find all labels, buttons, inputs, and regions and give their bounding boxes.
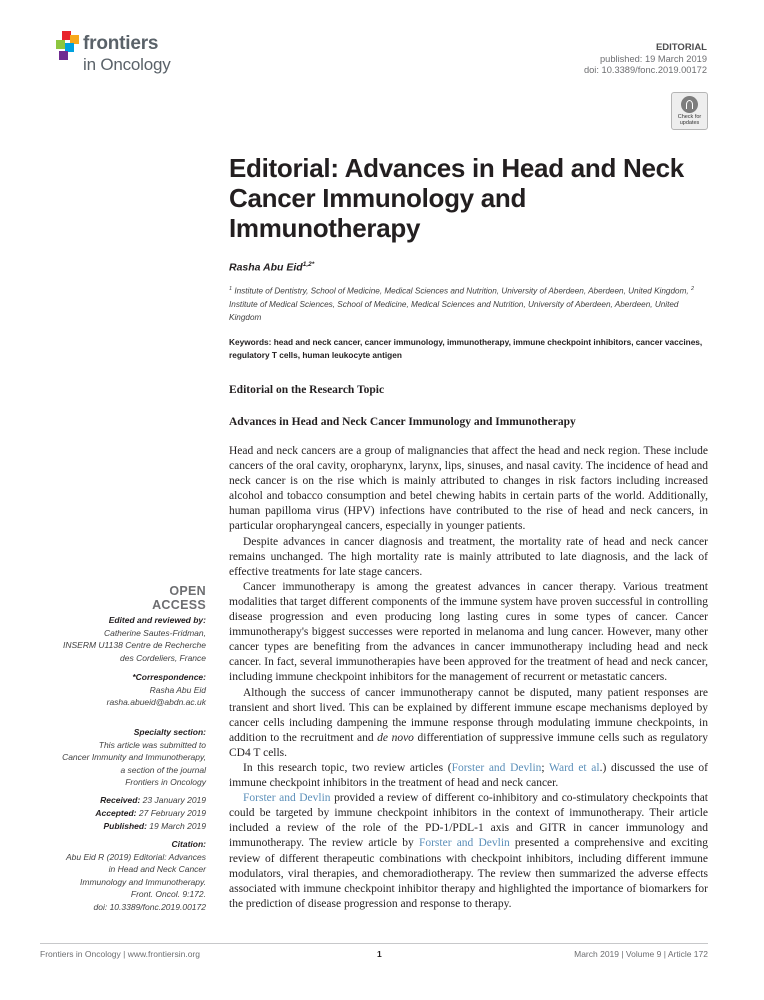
paragraph-4	[229, 686, 708, 761]
frontiers-logo-icon	[56, 31, 80, 61]
specialty-line-4: Frontiers in Oncology	[125, 777, 206, 787]
specialty-line-1: This article was submitted to	[98, 739, 206, 750]
citation-line-3: Immunology and Immunotherapy.	[80, 876, 206, 887]
footer-issue-info: March 2019 | Volume 9 | Article 172	[574, 949, 708, 959]
published-label: Published:	[103, 821, 147, 831]
received-label: Received:	[100, 795, 141, 805]
affiliations	[229, 283, 709, 324]
article-body	[229, 444, 708, 912]
specialty-section	[40, 726, 206, 789]
footer-journal-link[interactable]: Frontiers in Oncology | www.frontiersin.org	[40, 949, 200, 959]
citation-link[interactable]: Forster and Devlin	[418, 837, 510, 850]
published-row	[40, 820, 206, 833]
specialty-line-2: Cancer Immunity and Immunotherapy,	[62, 752, 206, 762]
open-access-label: OPEN ACCESS	[152, 584, 206, 612]
editor-affil-2: des Cordeliers, France	[120, 652, 206, 663]
logo-journal-text: in Oncology	[83, 55, 171, 74]
keywords-label: Keywords:	[229, 337, 272, 347]
author-superscript: 1,2*	[302, 261, 315, 268]
paragraph-1: Head and neck cancers are a group of malignancies that affect the head and neck region. These include cancers of the oral cavity, oropharynx, larynx, lips, sinuses, and nasal cavity. The incidence of head and neck cancer is on the rise which is mainly attributed to changes in risk factors including increased alcohol and tobacco consumption and betel chewing habits in certain parts of the world. Additionally, human papilloma virus (HPV) infections have contributed to the rise of head and neck cancers, in particular oropharyngeal cancers, especially in younger patients.	[229, 445, 708, 533]
footer-divider	[40, 943, 708, 944]
affil-2: Institute of Medical Sciences, School of Medicine, Medical Sciences and Nutrition, University of Aberdeen, Aberdeen, United Kingdom	[229, 299, 679, 322]
citation-block	[40, 838, 206, 913]
citation-label: Citation:	[171, 839, 206, 849]
p5-text-a: In this research topic, two review articles (	[243, 761, 452, 774]
article-title: Editorial: Advances in Head and Neck Cancer Immunology and Immunotherapy	[229, 153, 684, 243]
paragraph-5	[229, 761, 708, 791]
correspondence-name: Rasha Abu Eid	[149, 684, 206, 695]
affil-2-marker: 2	[690, 286, 695, 292]
published-date-side: 19 March 2019	[149, 821, 206, 831]
correspondence	[40, 671, 206, 709]
accepted-row	[40, 807, 206, 820]
paragraph-6	[229, 791, 708, 912]
citation-doi[interactable]: doi: 10.3389/fonc.2019.00172	[93, 901, 206, 912]
article-dates	[40, 794, 206, 833]
doi[interactable]: doi: 10.3389/fonc.2019.00172	[583, 65, 707, 75]
journal-logo[interactable]	[56, 31, 186, 79]
p6-text-a: provided a review of different co-inhibitory and co-stimulatory checkpoints that could be targeted by immune checkpoint inhibitors in the context of immunotherapy. Their article included a review of the role of the PD-1/PDL-1 axis and GITR in cancer immunology and immunotherapy. The review article by	[229, 792, 709, 850]
page-number: 1	[377, 949, 382, 959]
citation-line-4: Front. Oncol. 9:172.	[130, 889, 206, 899]
citation-line-2: in Head and Neck Cancer	[108, 864, 206, 874]
correspondence-label: *Correspondence:	[132, 672, 206, 682]
section-label: Editorial on the Research Topic	[229, 384, 385, 396]
published-date: published: 19 March 2019	[600, 53, 707, 64]
edited-label: Edited and reviewed by:	[108, 615, 206, 625]
author[interactable]	[229, 261, 314, 274]
p4-text-b: differentiation of suppressive immune cells such as regulatory CD4 T cells.	[229, 731, 708, 759]
bookmark-icon	[681, 96, 698, 113]
citation-link[interactable]: Forster and Devlin	[451, 761, 542, 774]
affil-1-marker: 1	[229, 286, 233, 292]
article-type: EDITORIAL	[655, 42, 707, 53]
research-topic-title[interactable]: Advances in Head and Neck Cancer Immunology and Immunotherapy	[229, 416, 576, 428]
p6-text-b: presented a comprehensive and exciting review of different therapeutic combinations with checkpoint inhibitors, including different immune modulators, viral therapies, and chemoradiotherapy. The review then summarized the adverse effects associated with immune checkpoint inhibitor therapy and highlighted the importance of biomarkers for the prediction of disease progression and response to therapy.	[229, 837, 708, 910]
specialty-line-3: a section of the journal	[120, 764, 206, 775]
accepted-date: 27 February 2019	[138, 808, 206, 818]
p4-emphasis: de novo	[377, 731, 414, 744]
specialty-label: Specialty section:	[133, 727, 206, 737]
p5-text-b: .) discussed the use of immune checkpoint inhibitors in the treatment of head and neck cancer.	[229, 761, 708, 790]
paragraph-2: Despite advances in cancer diagnosis and treatment, the mortality rate of head and neck cancer remains unchanged. The high mortality rate is mainly attributed to late diagnosis, and the lack of effective treatments for late stage cancers.	[229, 535, 708, 578]
p5-separator: ;	[541, 761, 550, 774]
author-name: Rasha Abu Eid	[229, 261, 303, 274]
editor-name[interactable]: Catherine Sautes-Fridman,	[103, 627, 206, 638]
p4-text-a: Although the success of cancer immunotherapy cannot be disputed, many patient responses are transient and short lived. This can be explained by different immune escape mechanisms deployed by cancer cells including dampening the immune response through modulating immune checkpoints, in addition to the recruitment and	[229, 686, 708, 744]
citation-line-1: Abu Eid R (2019) Editorial: Advances	[65, 851, 206, 862]
keywords	[229, 336, 711, 362]
received-date: 23 January 2019	[142, 795, 206, 805]
check-updates-label: Check for updates	[677, 114, 702, 126]
check-for-updates-badge[interactable]	[671, 92, 708, 130]
logo-brand-text: frontiers	[83, 33, 159, 54]
paragraph-3: Cancer immunotherapy is among the greatest advances in cancer therapy. Various treatment modalities that target different components of the immune system have proven successful in controlling disease progression and even producing long lasting cures in some types of cancer. Cancer immunotherapy's biggest successes were reported in melanoma and lung cancer. However, many other cancer types are benefiting from the advances in cancer immunotherapy including head and neck cancer. In fact, several immunotherapies have been approved for the treatment of head and neck cancer, including immune checkpoint inhibitors for the management of recurrent or metastatic cancers.	[229, 580, 708, 684]
editor-affil-1: INSERM U1138 Centre de Recherche	[63, 640, 206, 650]
affil-1: Institute of Dentistry, School of Medicine, Medical Sciences and Nutrition, University of Aberdeen, Aberdeen, United Kingdom,	[234, 286, 689, 296]
editor-info	[40, 614, 206, 664]
accepted-label: Accepted:	[95, 808, 137, 818]
keywords-list: head and neck cancer, cancer immunology, immunotherapy, immune checkpoint inhibitors, cancer vaccines, regulatory T cells, human leukocyte antigen	[229, 337, 703, 360]
correspondence-email[interactable]: rasha.abueid@abdn.ac.uk	[106, 697, 206, 707]
article-meta	[584, 42, 707, 77]
citation-link[interactable]: Forster and Devlin	[243, 792, 331, 805]
received-row	[40, 794, 206, 807]
citation-link[interactable]: Ward et al	[549, 761, 600, 774]
